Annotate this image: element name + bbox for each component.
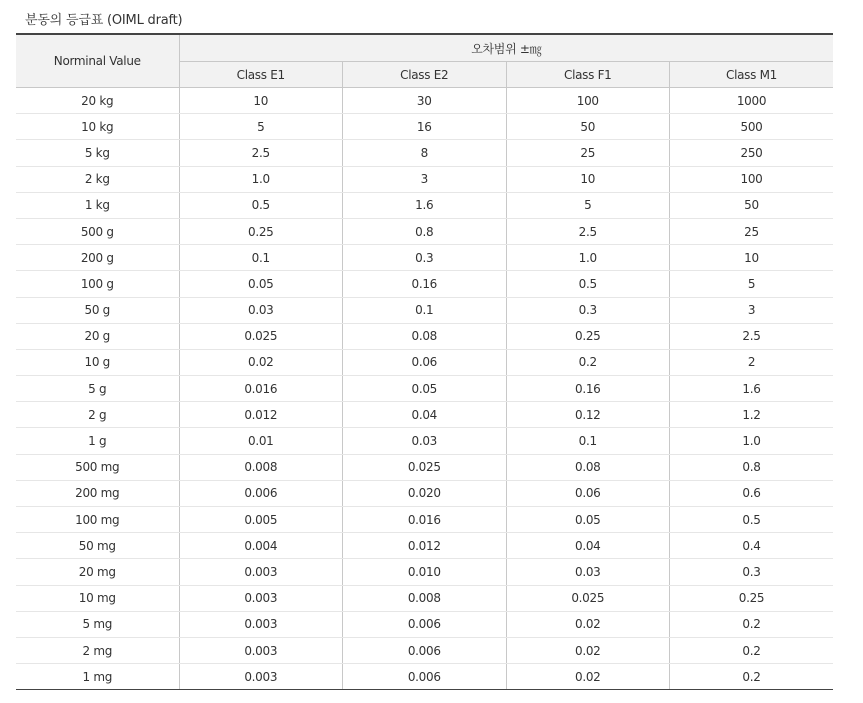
class-m1-cell: 2.5 xyxy=(670,323,834,349)
class-e1-cell: 0.003 xyxy=(179,637,343,663)
nominal-value-cell: 100 mg xyxy=(16,507,179,533)
nominal-value-cell: 20 kg xyxy=(16,88,179,114)
class-f1-cell: 10 xyxy=(506,166,670,192)
class-m1-cell: 0.2 xyxy=(670,611,834,637)
class-f1-cell: 0.25 xyxy=(506,323,670,349)
nominal-value-cell: 1 kg xyxy=(16,192,179,218)
class-m1-cell: 0.25 xyxy=(670,585,834,611)
nominal-value-cell: 10 g xyxy=(16,349,179,375)
class-f1-cell: 0.02 xyxy=(506,611,670,637)
class-e2-cell: 0.16 xyxy=(343,271,507,297)
class-f1-cell: 0.12 xyxy=(506,402,670,428)
class-e1-cell: 0.1 xyxy=(179,245,343,271)
class-e2-cell: 8 xyxy=(343,140,507,166)
table-row xyxy=(16,402,833,428)
class-e2-cell: 0.3 xyxy=(343,245,507,271)
class-e1-cell: 0.012 xyxy=(179,402,343,428)
class-f1-cell: 50 xyxy=(506,114,670,140)
class-e2-cell: 0.1 xyxy=(343,297,507,323)
class-m1-cell: 5 xyxy=(670,271,834,297)
class-e2-cell: 0.006 xyxy=(343,611,507,637)
nominal-value-cell: 2 g xyxy=(16,402,179,428)
class-e1-cell: 0.003 xyxy=(179,585,343,611)
nominal-value-cell: 2 kg xyxy=(16,166,179,192)
table-row xyxy=(16,376,833,402)
header-class-f1: Class F1 xyxy=(506,62,670,88)
class-m1-cell: 10 xyxy=(670,245,834,271)
nominal-value-cell: 1 g xyxy=(16,428,179,454)
nominal-value-cell: 200 g xyxy=(16,245,179,271)
class-f1-cell: 0.5 xyxy=(506,271,670,297)
table-row xyxy=(16,349,833,375)
class-f1-cell: 0.2 xyxy=(506,349,670,375)
class-e1-cell: 5 xyxy=(179,114,343,140)
class-e1-cell: 0.02 xyxy=(179,349,343,375)
class-e2-cell: 0.025 xyxy=(343,454,507,480)
class-e2-cell: 0.06 xyxy=(343,349,507,375)
class-e1-cell: 2.5 xyxy=(179,140,343,166)
table-caption: 분동의 등급표 (OIML draft) xyxy=(25,13,183,28)
table-row xyxy=(16,559,833,585)
class-e1-cell: 0.004 xyxy=(179,533,343,559)
class-m1-cell: 250 xyxy=(670,140,834,166)
nominal-value-cell: 500 g xyxy=(16,218,179,244)
class-e2-cell: 16 xyxy=(343,114,507,140)
class-e1-cell: 0.003 xyxy=(179,611,343,637)
class-f1-cell: 0.06 xyxy=(506,480,670,506)
class-f1-cell: 0.1 xyxy=(506,428,670,454)
class-e1-cell: 0.025 xyxy=(179,323,343,349)
nominal-value-cell: 20 g xyxy=(16,323,179,349)
class-m1-cell: 1.2 xyxy=(670,402,834,428)
table-row xyxy=(16,218,833,244)
class-f1-cell: 0.03 xyxy=(506,559,670,585)
table-row xyxy=(16,192,833,218)
class-m1-cell: 50 xyxy=(670,192,834,218)
class-e2-cell: 30 xyxy=(343,88,507,114)
nominal-value-cell: 50 g xyxy=(16,297,179,323)
nominal-value-cell: 5 mg xyxy=(16,611,179,637)
class-m1-cell: 0.5 xyxy=(670,507,834,533)
class-f1-cell: 100 xyxy=(506,88,670,114)
class-e1-cell: 0.5 xyxy=(179,192,343,218)
nominal-value-cell: 5 kg xyxy=(16,140,179,166)
class-e2-cell: 3 xyxy=(343,166,507,192)
class-m1-cell: 3 xyxy=(670,297,834,323)
table-row xyxy=(16,271,833,297)
class-m1-cell: 0.4 xyxy=(670,533,834,559)
nominal-value-cell: 20 mg xyxy=(16,559,179,585)
class-m1-cell: 100 xyxy=(670,166,834,192)
nominal-value-cell: 10 mg xyxy=(16,585,179,611)
table-row xyxy=(16,533,833,559)
nominal-value-cell: 500 mg xyxy=(16,454,179,480)
class-e2-cell: 0.08 xyxy=(343,323,507,349)
class-m1-cell: 500 xyxy=(670,114,834,140)
class-e2-cell: 0.04 xyxy=(343,402,507,428)
class-m1-cell: 0.2 xyxy=(670,637,834,663)
nominal-value-cell: 100 g xyxy=(16,271,179,297)
table-row xyxy=(16,664,833,690)
class-m1-cell: 0.8 xyxy=(670,454,834,480)
class-e2-cell: 0.016 xyxy=(343,507,507,533)
class-e1-cell: 0.008 xyxy=(179,454,343,480)
class-e1-cell: 10 xyxy=(179,88,343,114)
table-row xyxy=(16,637,833,663)
table-row xyxy=(16,454,833,480)
class-e1-cell: 0.01 xyxy=(179,428,343,454)
class-f1-cell: 25 xyxy=(506,140,670,166)
class-e2-cell: 0.008 xyxy=(343,585,507,611)
class-m1-cell: 1000 xyxy=(670,88,834,114)
table-row xyxy=(16,114,833,140)
class-m1-cell: 0.2 xyxy=(670,664,834,690)
nominal-value-cell: 2 mg xyxy=(16,637,179,663)
table-body xyxy=(16,88,833,690)
nominal-value-cell: 1 mg xyxy=(16,664,179,690)
class-e1-cell: 0.25 xyxy=(179,218,343,244)
class-e2-cell: 1.6 xyxy=(343,192,507,218)
class-m1-cell: 1.6 xyxy=(670,376,834,402)
table-row xyxy=(16,507,833,533)
class-f1-cell: 0.02 xyxy=(506,664,670,690)
class-f1-cell: 0.3 xyxy=(506,297,670,323)
class-e2-cell: 0.006 xyxy=(343,664,507,690)
table-row xyxy=(16,88,833,114)
class-m1-cell: 1.0 xyxy=(670,428,834,454)
nominal-value-cell: 10 kg xyxy=(16,114,179,140)
nominal-value-cell: 200 mg xyxy=(16,480,179,506)
class-f1-cell: 0.02 xyxy=(506,637,670,663)
class-e2-cell: 0.020 xyxy=(343,480,507,506)
table-row xyxy=(16,140,833,166)
table-row xyxy=(16,428,833,454)
table-row xyxy=(16,585,833,611)
class-f1-cell: 0.04 xyxy=(506,533,670,559)
class-e1-cell: 0.05 xyxy=(179,271,343,297)
class-m1-cell: 2 xyxy=(670,349,834,375)
class-e2-cell: 0.05 xyxy=(343,376,507,402)
nominal-value-cell: 5 g xyxy=(16,376,179,402)
table-row xyxy=(16,297,833,323)
class-e1-cell: 0.003 xyxy=(179,559,343,585)
class-f1-cell: 0.16 xyxy=(506,376,670,402)
class-f1-cell: 1.0 xyxy=(506,245,670,271)
class-e1-cell: 0.003 xyxy=(179,664,343,690)
table-row xyxy=(16,245,833,271)
weight-class-table xyxy=(16,33,833,690)
class-m1-cell: 0.6 xyxy=(670,480,834,506)
class-f1-cell: 0.025 xyxy=(506,585,670,611)
table-row xyxy=(16,480,833,506)
table-row xyxy=(16,611,833,637)
header-tolerance-group: 오차범위 ±㎎ xyxy=(179,34,833,62)
class-e1-cell: 1.0 xyxy=(179,166,343,192)
nominal-value-cell: 50 mg xyxy=(16,533,179,559)
table-row xyxy=(16,166,833,192)
class-m1-cell: 0.3 xyxy=(670,559,834,585)
class-f1-cell: 2.5 xyxy=(506,218,670,244)
header-class-e1: Class E1 xyxy=(179,62,343,88)
class-f1-cell: 0.08 xyxy=(506,454,670,480)
class-e2-cell: 0.012 xyxy=(343,533,507,559)
class-f1-cell: 5 xyxy=(506,192,670,218)
class-e2-cell: 0.010 xyxy=(343,559,507,585)
class-e1-cell: 0.005 xyxy=(179,507,343,533)
class-m1-cell: 25 xyxy=(670,218,834,244)
class-e1-cell: 0.03 xyxy=(179,297,343,323)
table-header xyxy=(16,34,833,88)
class-e2-cell: 0.03 xyxy=(343,428,507,454)
class-e2-cell: 0.8 xyxy=(343,218,507,244)
class-e1-cell: 0.006 xyxy=(179,480,343,506)
class-e2-cell: 0.006 xyxy=(343,637,507,663)
header-class-m1: Class M1 xyxy=(670,62,834,88)
header-class-e2: Class E2 xyxy=(343,62,507,88)
class-f1-cell: 0.05 xyxy=(506,507,670,533)
header-nominal-value: Norminal Value xyxy=(16,34,179,88)
class-e1-cell: 0.016 xyxy=(179,376,343,402)
table-row xyxy=(16,323,833,349)
